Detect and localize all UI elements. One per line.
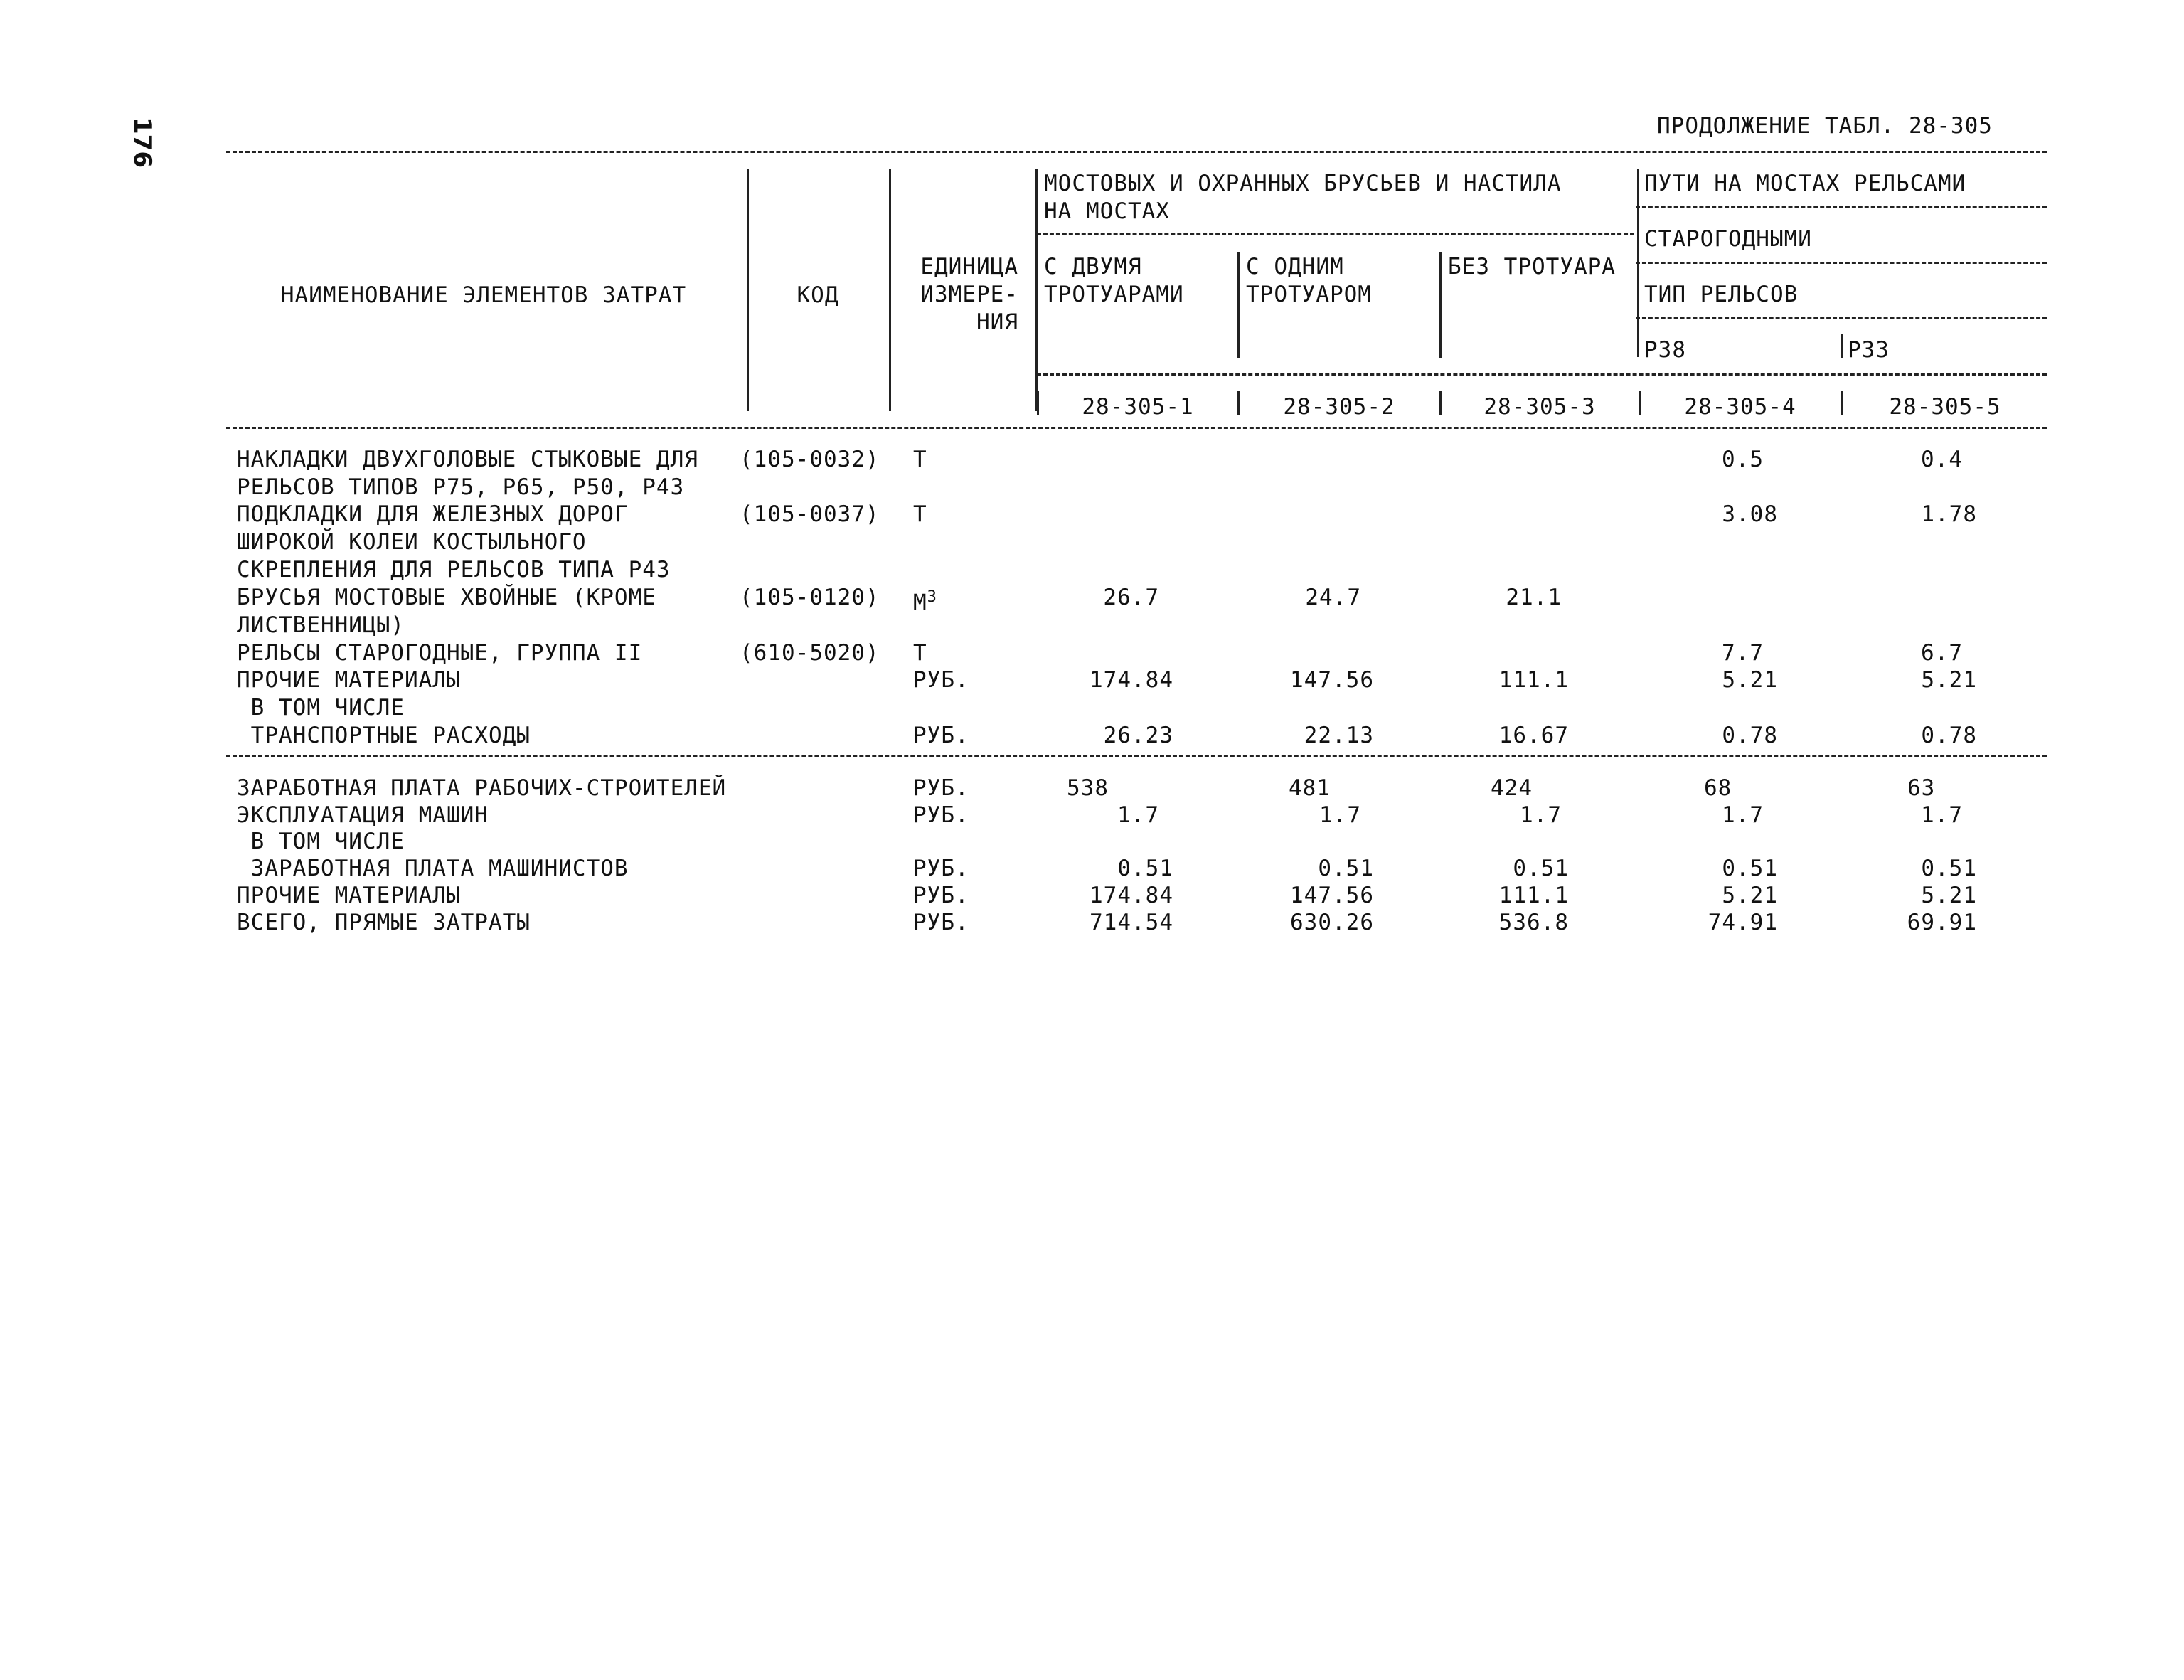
header-unit-2: ИЗМЕРЕ- [920, 282, 1018, 307]
summary-6-v4: 74.91 [1708, 910, 1778, 935]
header-vline-col2 [1237, 252, 1240, 358]
rule-summary [226, 755, 2047, 757]
header-code-4: 28-305-4 [1684, 394, 1796, 420]
material-1-name-1: НАКЛАДКИ ДВУХГОЛОВЫЕ СТЫКОВЫЕ ДЛЯ [237, 447, 698, 472]
summary-5-v4: 5.21 [1722, 883, 1778, 908]
summary-6-v1: 714.54 [1090, 910, 1173, 935]
header-group2-sub: СТАРОГОДНЫМИ [1644, 226, 1812, 252]
code-sep-5 [1841, 391, 1843, 415]
header-unit-1: ЕДИНИЦА [920, 254, 1018, 280]
summary-2-v2: 1.7 [1319, 802, 1361, 828]
material-3-name-2: ЛИСТВЕННИЦЫ) [237, 612, 405, 638]
page-number: 176 [128, 117, 156, 168]
rule-header-group1 [1037, 233, 1634, 235]
material-1-unit: Т [913, 447, 927, 472]
material-5-v4: 5.21 [1722, 667, 1778, 693]
summary-4-unit: РУБ. [913, 856, 969, 881]
header-unit-3: НИЯ [976, 309, 1018, 335]
material-1-v4: 0.5 [1722, 447, 1764, 472]
summary-4-name: ЗАРАБОТНАЯ ПЛАТА МАШИНИСТОВ [237, 856, 629, 881]
rule-header-bottom [226, 427, 2047, 429]
material-5-name: ПРОЧИЕ МАТЕРИАЛЫ [237, 667, 461, 693]
table-caption: ПРОДОЛЖЕНИЕ ТАБЛ. 28-305 [1657, 113, 1993, 139]
material-2-name-2: ШИРОКОЙ КОЛЕИ КОСТЫЛЬНОГО [237, 529, 587, 555]
material-1-v5: 0.4 [1921, 447, 1963, 472]
summary-6-v5: 69.91 [1907, 910, 1977, 935]
rule-top [226, 151, 2047, 153]
header-col2-line1: С ОДНИМ [1246, 254, 1344, 280]
header-rail-type: ТИП РЕЛЬСОВ [1644, 282, 1799, 307]
summary-1-name: ЗАРАБОТНАЯ ПЛАТА РАБОЧИХ-СТРОИТЕЛЕЙ [237, 775, 727, 801]
header-vline-group2 [1637, 169, 1639, 357]
summary-5-v5: 5.21 [1921, 883, 1977, 908]
summary-1-v2: 481 [1289, 775, 1331, 801]
summary-4-v3: 0.51 [1513, 856, 1569, 881]
material-1-code: (105-0032) [740, 447, 880, 472]
header-rail-p38: Р38 [1644, 337, 1686, 363]
material-2-code: (105-0037) [740, 501, 880, 527]
summary-6-unit: РУБ. [913, 910, 969, 935]
summary-1-unit: РУБ. [913, 775, 969, 801]
material-7-v4: 0.78 [1722, 723, 1778, 748]
header-code-1: 28-305-1 [1082, 394, 1194, 420]
material-7-unit: РУБ. [913, 723, 969, 748]
summary-4-v2: 0.51 [1318, 856, 1374, 881]
material-7-v1: 26.23 [1103, 723, 1173, 748]
material-7-v3: 16.67 [1498, 723, 1569, 748]
material-3-v1: 26.7 [1103, 585, 1159, 610]
material-2-v4: 3.08 [1722, 501, 1778, 527]
material-7-name: ТРАНСПОРТНЫЕ РАСХОДЫ [237, 723, 531, 748]
header-vline-code-right [889, 169, 891, 411]
summary-2-name: ЭКСПЛУАТАЦИЯ МАШИН [237, 802, 489, 828]
summary-2-v5: 1.7 [1921, 802, 1963, 828]
material-4-v5: 6.7 [1921, 640, 1963, 666]
summary-4-v1: 0.51 [1117, 856, 1173, 881]
code-sep-2 [1237, 391, 1240, 415]
code-sep-1 [1037, 391, 1039, 415]
header-col3: БЕЗ ТРОТУАРА [1448, 254, 1616, 280]
header-col2-line2: ТРОТУАРОМ [1246, 282, 1372, 307]
material-3-v2: 24.7 [1305, 585, 1361, 610]
header-col1-line2: ТРОТУАРАМИ [1044, 282, 1184, 307]
summary-2-unit: РУБ. [913, 802, 969, 828]
summary-6-name: ВСЕГО, ПРЯМЫЕ ЗАТРАТЫ [237, 910, 531, 935]
material-1-name-2: РЕЛЬСОВ ТИПОВ Р75, Р65, Р50, Р43 [237, 474, 685, 500]
material-4-unit: Т [913, 640, 927, 666]
material-4-v4: 7.7 [1722, 640, 1764, 666]
summary-3-name: В ТОМ ЧИСЛЕ [237, 829, 405, 854]
material-5-v5: 5.21 [1921, 667, 1977, 693]
material-6-name: В ТОМ ЧИСЛЕ [237, 695, 405, 721]
header-vline-code-left [747, 169, 749, 411]
material-3-code: (105-0120) [740, 585, 880, 610]
header-code: КОД [797, 282, 839, 308]
header-col1-line1: С ДВУМЯ [1044, 254, 1142, 280]
unit-superscript: 3 [927, 588, 937, 606]
summary-1-v5: 63 [1907, 775, 1936, 801]
summary-6-v3: 536.8 [1498, 910, 1569, 935]
summary-1-v1: 538 [1067, 775, 1109, 801]
material-4-code: (610-5020) [740, 640, 880, 666]
header-group1-line1: МОСТОВЫХ И ОХРАННЫХ БРУСЬЕВ И НАСТИЛА [1044, 171, 1562, 196]
summary-4-v4: 0.51 [1722, 856, 1778, 881]
header-group2: ПУТИ НА МОСТАХ РЕЛЬСАМИ [1644, 171, 1966, 196]
material-4-name: РЕЛЬСЫ СТАРОГОДНЫЕ, ГРУППА II [237, 640, 643, 666]
material-2-unit: Т [913, 501, 927, 527]
material-2-name-1: ПОДКЛАДКИ ДЛЯ ЖЕЛЕЗНЫХ ДОРОГ [237, 501, 629, 527]
material-7-v2: 22.13 [1304, 723, 1374, 748]
material-5-v1: 174.84 [1090, 667, 1173, 693]
header-vline-col3 [1439, 252, 1442, 358]
material-5-v2: 147.56 [1290, 667, 1374, 693]
code-sep-4 [1639, 391, 1641, 415]
header-group1-line2: НА МОСТАХ [1044, 198, 1170, 224]
material-3-v3: 21.1 [1506, 585, 1562, 610]
summary-5-unit: РУБ. [913, 883, 969, 908]
rule-header-group2b [1636, 262, 2047, 264]
header-code-5: 28-305-5 [1889, 394, 2001, 420]
summary-5-v2: 147.56 [1290, 883, 1374, 908]
summary-5-v3: 111.1 [1498, 883, 1569, 908]
summary-2-v4: 1.7 [1722, 802, 1764, 828]
header-vline-p33 [1841, 334, 1843, 358]
rule-header-codes [1037, 373, 2047, 376]
header-code-2: 28-305-2 [1283, 394, 1395, 420]
rule-header-group2 [1636, 206, 2047, 208]
summary-2-v3: 1.7 [1520, 802, 1562, 828]
code-sep-3 [1439, 391, 1442, 415]
material-3-unit: $М^3$ [913, 588, 937, 616]
material-3-name-1: БРУСЬЯ МОСТОВЫЕ ХВОЙНЫЕ (КРОМЕ [237, 585, 656, 610]
summary-2-v1: 1.7 [1117, 802, 1159, 828]
rule-header-group2c [1636, 317, 2047, 319]
summary-4-v5: 0.51 [1921, 856, 1977, 881]
header-rail-p33: Р33 [1848, 337, 1890, 363]
header-code-3: 28-305-3 [1483, 394, 1596, 420]
header-vline-unit-right [1035, 169, 1038, 411]
material-2-v5: 1.78 [1921, 501, 1977, 527]
summary-5-v1: 174.84 [1090, 883, 1173, 908]
summary-5-name: ПРОЧИЕ МАТЕРИАЛЫ [237, 883, 461, 908]
summary-6-v2: 630.26 [1290, 910, 1374, 935]
material-5-unit: РУБ. [913, 667, 969, 693]
header-name: НАИМЕНОВАНИЕ ЭЛЕМЕНТОВ ЗАТРАТ [280, 282, 687, 308]
summary-1-v4: 68 [1704, 775, 1732, 801]
material-7-v5: 0.78 [1921, 723, 1977, 748]
summary-1-v3: 424 [1491, 775, 1533, 801]
material-5-v3: 111.1 [1498, 667, 1569, 693]
material-2-name-3: СКРЕПЛЕНИЯ ДЛЯ РЕЛЬСОВ ТИПА Р43 [237, 557, 671, 583]
